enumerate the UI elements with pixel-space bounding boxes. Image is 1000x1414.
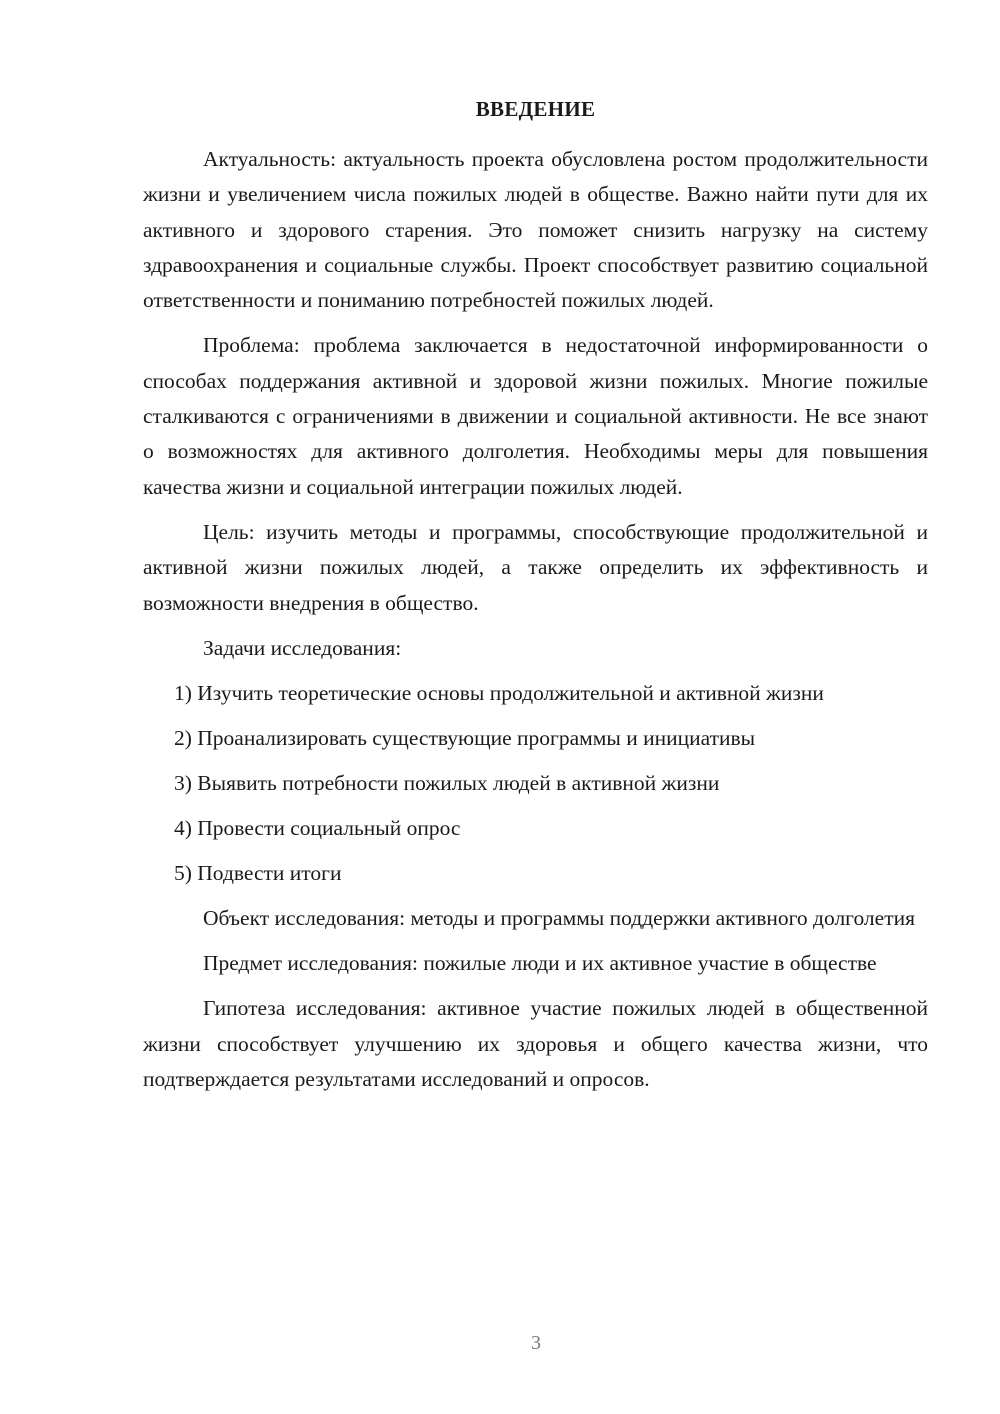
page-number: 3: [531, 1332, 541, 1354]
goal-paragraph: Цель: изучить методы и программы, способствующие продолжительной и активной жизни пожилых людей, а также определить их эффективность и возможности внедрения в общество.: [143, 519, 928, 615]
relevance-paragraph: Актуальность: актуальность проекта обусловлена ростом продолжительности жизни и увеличением числа пожилых людей в обществе. Важно найти пути для их активного и здорового старения. Это поможет снизить нагрузку на систему здравоохранения и социальные службы. Проект способствует развитию социальной ответственности и пониманию потребностей пожилых людей.: [143, 147, 928, 313]
list-item: 3) Выявить потребности пожилых людей в активной жизни: [174, 770, 720, 795]
list-item: 2) Проанализировать существующие программы и инициативы: [174, 725, 756, 750]
list-item: 1) Изучить теоретические основы продолжительной и активной жизни: [174, 680, 824, 705]
tasks-heading: Задачи исследования:: [203, 635, 402, 660]
list-item: 5) Подвести итоги: [174, 860, 342, 885]
subject-paragraph: Предмет исследования: пожилые люди и их активное участие в обществе: [203, 951, 877, 976]
document-page: [143, 92, 928, 1107]
task-list: [143, 676, 928, 891]
object-paragraph: Объект исследования: методы и программы поддержки активного долголетия: [203, 905, 915, 930]
hypothesis-paragraph: Гипотеза исследования: активное участие пожилых людей в общественной жизни способствует улучшению их здоровья и общего качества жизни, что подтверждается результатами исследований и опросов.: [143, 996, 928, 1092]
page-title: ВВЕДЕНИЕ: [475, 97, 596, 121]
list-item: 4) Провести социальный опрос: [174, 815, 461, 840]
problem-paragraph: Проблема: проблема заключается в недостаточной информированности о способах поддержания активной и здоровой жизни пожилых. Многие пожилые сталкиваются с ограничениями в движении и социальной активности. Не все знают о возможностях для активного долголетия. Необходимы меры для повышения качества жизни и социальной интеграции пожилых людей.: [143, 333, 928, 499]
